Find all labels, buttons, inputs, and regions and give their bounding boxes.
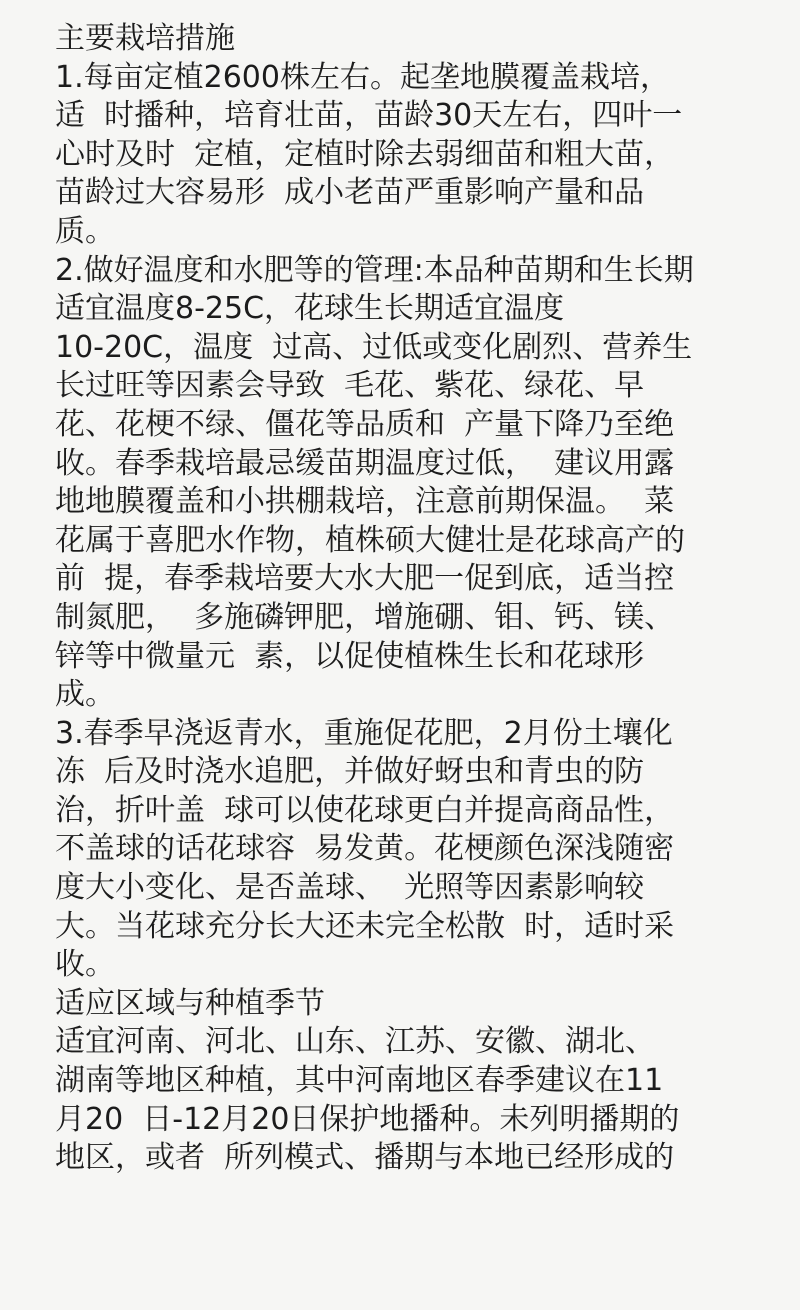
text-line: 10-20C，温度 过高、过低或变化剧烈、营养生 <box>55 329 693 365</box>
text-line: 制氮肥， 多施磷钾肥，增施硼、钼、钙、镁、 <box>55 599 675 635</box>
text-line: 适宜河南、河北、山东、江苏、安徽、湖北、 <box>55 1024 655 1060</box>
text-line: 适 时播种，培育壮苗，苗龄30天左右，四叶一 <box>55 98 683 134</box>
text-line: 度大小变化、是否盖球、 光照等因素影响较 <box>55 870 645 906</box>
text-line: 不盖球的话花球容 易发黄。花梗颜色深浅随密 <box>55 831 675 867</box>
text-line: 月20 日-12月20日保护地播种。未列明播期的 <box>55 1101 680 1137</box>
text-line: 花、花梗不绿、僵花等品质和 产量下降乃至绝 <box>55 406 675 442</box>
text-line: 治，折叶盖 球可以使花球更白并提高商品性， <box>55 792 675 828</box>
text-line: 1.每亩定植2600株左右。起垄地膜覆盖栽培， <box>55 59 670 95</box>
text-line: 大。当花球充分长大还未完全松散 时，适时采 <box>55 908 675 944</box>
text-line: 花属于喜肥水作物，植株硕大健壮是花球高产的 <box>55 522 685 558</box>
text-line: 3.春季早浇返青水，重施促花肥，2月份土壤化 <box>55 715 673 751</box>
text-line: 长过旺等因素会导致 毛花、紫花、绿花、早 <box>55 368 645 404</box>
text-line: 苗龄过大容易形 成小老苗严重影响产量和品 <box>55 175 645 211</box>
text-line: 收。 <box>55 947 115 983</box>
text-line: 前 提，春季栽培要大水大肥一促到底，适当控 <box>55 561 675 597</box>
text-line: 湖南等地区种植，其中河南地区春季建议在11 <box>55 1063 664 1099</box>
text-line: 冻 后及时浇水追肥，并做好蚜虫和青虫的防 <box>55 754 645 790</box>
text-line: 适宜温度8-25C，花球生长期适宜温度 <box>55 291 565 327</box>
heading-region-season: 适应区域与种植季节 <box>55 985 325 1021</box>
text-line: 锌等中微量元 素，以促使植株生长和花球形 <box>55 638 645 674</box>
text-line: 地区，或者 所列模式、播期与本地已经形成的 <box>55 1140 675 1176</box>
text-line: 2.做好温度和水肥等的管理:本品种苗期和生长期 <box>55 252 694 288</box>
text-line: 成。 <box>55 677 115 713</box>
document-body <box>55 20 775 1178</box>
text-line: 心时及时 定植，定植时除去弱细苗和粗大苗， <box>55 136 675 172</box>
heading-cultivation: 主要栽培措施 <box>55 21 235 56</box>
text-line: 地地膜覆盖和小拱棚栽培，注意前期保温。 菜 <box>55 484 675 520</box>
text-line: 收。春季栽培最忌缓苗期温度过低， 建议用露 <box>55 445 675 481</box>
text-line: 质。 <box>55 213 115 249</box>
